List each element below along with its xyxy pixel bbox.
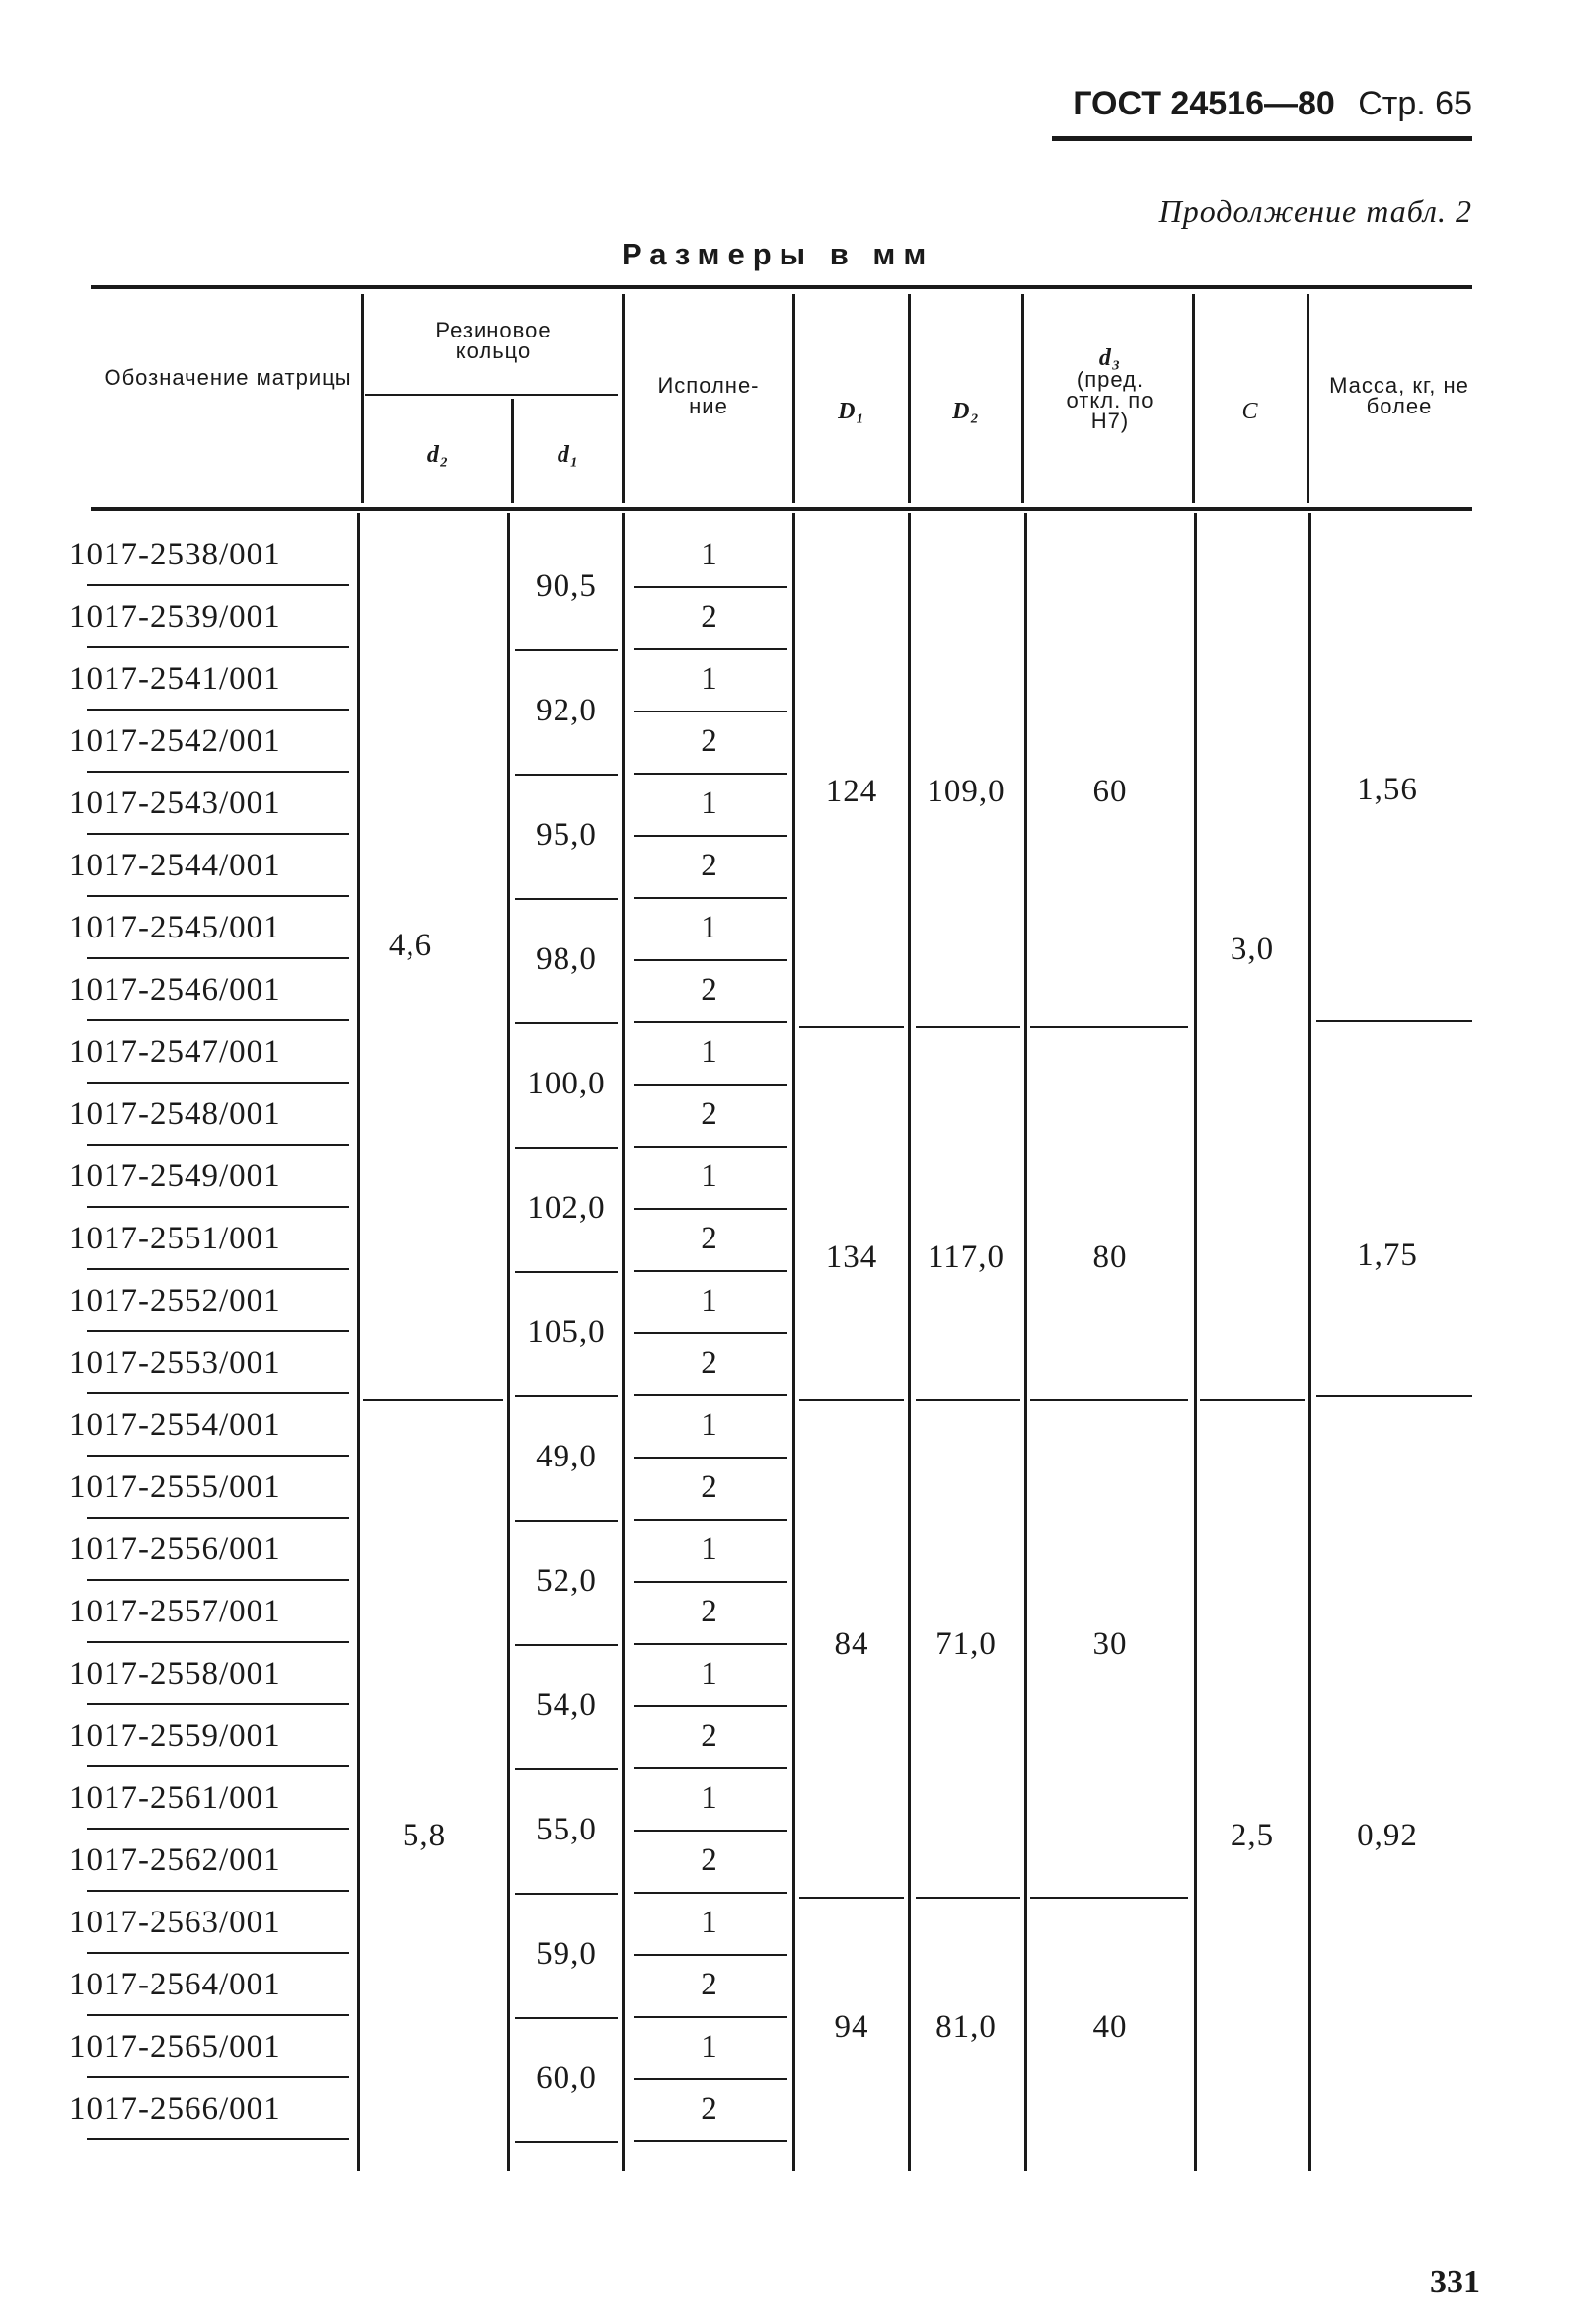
version-cell: 1 [701,537,718,572]
ring-group-rule [365,394,618,396]
row-underline [87,1268,349,1270]
version-cell: 1 [701,2029,718,2064]
row-underline [87,1579,349,1581]
page-number: 331 [1430,2264,1480,2300]
row-underline [87,1144,349,1146]
d1-value: 95,0 [536,817,597,853]
designation-cell: 1017-2556/001 [69,1532,281,1567]
designation-cell: 1017-2538/001 [69,537,281,572]
col-D1-label: D₁ [838,399,865,424]
mass-value: 1,56 [1357,772,1418,807]
version-cell: 2 [701,723,718,759]
version-underline [634,648,787,650]
d1-divider [515,1271,618,1273]
col-designation: Обозначение матрицы [104,365,352,390]
d2-value: 4,6 [388,928,433,963]
d1-value: 90,5 [536,568,597,604]
version-underline [634,2140,787,2142]
row-underline [87,1952,349,1954]
designation-cell: 1017-2564/001 [69,1967,281,2002]
row-underline [87,957,349,959]
d1-divider [515,2017,618,2019]
version-underline [634,1705,787,1707]
designation-cell: 1017-2557/001 [69,1594,281,1629]
header-divider [511,399,514,503]
standard-number: ГОСТ 24516—80 [1073,85,1335,122]
col-D1 [797,401,906,422]
header-divider [792,294,795,503]
designation-cell: 1017-2551/001 [69,1221,281,1256]
D1-value: 134 [825,1239,878,1275]
mass-group-divider [1316,1395,1472,1397]
D1-group-divider [799,1897,904,1899]
page-header [1046,85,1472,130]
d1-divider [515,898,618,900]
designation-cell: 1017-2553/001 [69,1345,281,1381]
designation-cell: 1017-2558/001 [69,1656,281,1691]
col-d3-note: (пред. откл. по H7) [1066,367,1155,433]
designation-cell: 1017-2548/001 [69,1096,281,1132]
body-divider [622,513,625,2171]
d3-value: 40 [1092,2009,1128,2045]
row-underline [87,1455,349,1457]
d2-value: 5,8 [402,1818,447,1853]
mass-group-divider [1316,1020,1472,1022]
version-underline [634,1332,787,1334]
designation-cell: 1017-2541/001 [69,661,281,697]
version-underline [634,1270,787,1272]
D2-group-divider [916,1399,1020,1401]
version-underline [634,773,787,775]
version-underline [634,1394,787,1396]
row-underline [87,1206,349,1208]
designation-cell: 1017-2555/001 [69,1469,281,1505]
designation-cell: 1017-2546/001 [69,972,281,1008]
version-cell: 1 [701,661,718,697]
d1-value: 105,0 [527,1314,606,1350]
designation-cell: 1017-2549/001 [69,1159,281,1194]
row-underline [87,1392,349,1394]
version-cell: 2 [701,1345,718,1381]
col-d1-label: d₁ [557,442,580,468]
designation-cell: 1017-2547/001 [69,1034,281,1070]
d3-group-divider [1030,1399,1188,1401]
D2-group-divider [916,1897,1020,1899]
d1-value: 49,0 [536,1439,597,1474]
d1-value: 55,0 [536,1812,597,1847]
row-underline [87,646,349,648]
col-d2-label: d₂ [426,442,450,468]
version-cell: 2 [701,1221,718,1256]
header-divider [1307,294,1309,503]
version-cell: 2 [701,1594,718,1629]
C-group-divider [1200,1399,1305,1401]
designation-cell: 1017-2562/001 [69,1842,281,1878]
d1-divider [515,1520,618,1522]
header-rule [1052,136,1472,141]
header-divider [361,294,364,503]
version-underline [634,1643,787,1645]
version-cell: 1 [701,786,718,821]
version-underline [634,1954,787,1956]
d2-group-divider [363,1399,503,1401]
d1-divider [515,1644,618,1646]
d1-divider [515,1893,618,1895]
version-underline [634,711,787,712]
row-underline [87,584,349,586]
designation-cell: 1017-2544/001 [69,848,281,883]
col-mass: Масса, кг, не более [1329,373,1469,418]
row-underline [87,1019,349,1021]
header-bottom-rule [91,507,1472,511]
d1-divider [515,1768,618,1770]
header-divider [622,294,625,503]
d1-value: 52,0 [536,1563,597,1599]
version-underline [634,2078,787,2080]
table-top-rule [91,285,1472,289]
designation-cell: 1017-2565/001 [69,2029,281,2064]
d1-divider [515,1022,618,1024]
version-underline [634,1457,787,1459]
version-cell: 1 [701,1656,718,1691]
table-continuation-caption: Продолжение табл. 2 [1158,193,1472,229]
version-underline [634,959,787,961]
designation-cell: 1017-2539/001 [69,599,281,635]
row-underline [87,1082,349,1084]
d3-group-divider [1030,1897,1188,1899]
mass-value: 0,92 [1357,1818,1418,1853]
body-divider [357,513,360,2171]
D1-group-divider [799,1399,904,1401]
body-divider [908,513,911,2171]
body-divider [1194,513,1197,2171]
version-underline [634,1208,787,1210]
col-C-label: C [1241,399,1259,424]
version-cell: 1 [701,1532,718,1567]
body-divider [1024,513,1027,2171]
version-cell: 1 [701,1407,718,1443]
D1-value: 94 [834,2009,869,2045]
version-cell: 2 [701,1096,718,1132]
d1-value: 60,0 [536,2061,597,2096]
version-cell: 1 [701,910,718,945]
version-underline [634,1830,787,1832]
header-divider [908,294,911,503]
row-underline [87,709,349,711]
col-d3-label: d₃ [1098,345,1122,371]
version-cell: 2 [701,599,718,635]
version-underline [634,897,787,899]
designation-cell: 1017-2542/001 [69,723,281,759]
row-underline [87,2014,349,2016]
version-cell: 2 [701,1967,718,2002]
version-cell: 2 [701,1718,718,1754]
body-divider [507,513,510,2171]
designation-cell: 1017-2566/001 [69,2091,281,2127]
body-divider [1308,513,1311,2171]
version-underline [634,1581,787,1583]
mass-value: 1,75 [1357,1237,1418,1273]
d1-value: 92,0 [536,693,597,728]
d1-divider [515,2141,618,2143]
col-C [1196,401,1305,422]
version-cell: 1 [701,1780,718,1816]
version-underline [634,1767,787,1769]
row-underline [87,833,349,835]
d1-value: 59,0 [536,1936,597,1972]
page-label: Стр. 65 [1358,85,1472,122]
col-d3 [1036,347,1184,431]
row-underline [87,2076,349,2078]
col-D2 [912,401,1020,422]
D2-group-divider [916,1026,1020,1028]
version-underline [634,1021,787,1023]
d1-divider [515,649,618,651]
version-cell: 1 [701,1905,718,1940]
C-value: 3,0 [1230,932,1275,967]
designation-cell: 1017-2563/001 [69,1905,281,1940]
version-cell: 2 [701,848,718,883]
header-divider [1021,294,1024,503]
col-d1 [515,444,622,466]
version-underline [634,835,787,837]
row-underline [87,771,349,773]
designation-cell: 1017-2543/001 [69,786,281,821]
d1-divider [515,1147,618,1149]
version-underline [634,1892,787,1894]
version-cell: 1 [701,1159,718,1194]
d3-value: 60 [1092,774,1128,809]
col-version: Исполне-ние [657,373,760,418]
d1-divider [515,1395,618,1397]
col-d2 [367,444,509,466]
D1-value: 124 [825,774,878,809]
row-underline [87,895,349,897]
row-underline [87,1641,349,1643]
row-underline [87,2138,349,2140]
d1-value: 98,0 [536,941,597,977]
row-underline [87,1890,349,1892]
D2-value: 81,0 [935,2009,997,2045]
d3-value: 30 [1092,1626,1128,1662]
version-underline [634,1519,787,1521]
designation-cell: 1017-2545/001 [69,910,281,945]
d1-value: 102,0 [527,1190,606,1226]
version-cell: 2 [701,2091,718,2127]
version-cell: 1 [701,1283,718,1318]
D1-value: 84 [834,1626,869,1662]
d1-value: 54,0 [536,1687,597,1723]
C-value: 2,5 [1230,1818,1275,1853]
col-D2-label: D₂ [952,399,980,424]
d1-value: 100,0 [527,1066,606,1101]
designation-cell: 1017-2561/001 [69,1780,281,1816]
col-ring-group: Резиновое кольцо [435,318,552,363]
header-divider [1192,294,1195,503]
D2-value: 71,0 [935,1626,997,1662]
d3-group-divider [1030,1026,1188,1028]
D2-value: 117,0 [927,1239,1006,1275]
version-cell: 1 [701,1034,718,1070]
version-cell: 2 [701,1469,718,1505]
d1-divider [515,774,618,776]
row-underline [87,1330,349,1332]
D1-group-divider [799,1026,904,1028]
designation-cell: 1017-2552/001 [69,1283,281,1318]
version-cell: 2 [701,1842,718,1878]
designation-cell: 1017-2559/001 [69,1718,281,1754]
row-underline [87,1765,349,1767]
version-cell: 2 [701,972,718,1008]
units-label: Размеры в мм [622,237,934,271]
row-underline [87,1517,349,1519]
row-underline [87,1703,349,1705]
row-underline [87,1828,349,1830]
version-underline [634,1146,787,1148]
version-underline [634,1084,787,1086]
version-underline [634,2016,787,2018]
d3-value: 80 [1092,1239,1128,1275]
designation-cell: 1017-2554/001 [69,1407,281,1443]
D2-value: 109,0 [927,774,1006,809]
version-underline [634,586,787,588]
